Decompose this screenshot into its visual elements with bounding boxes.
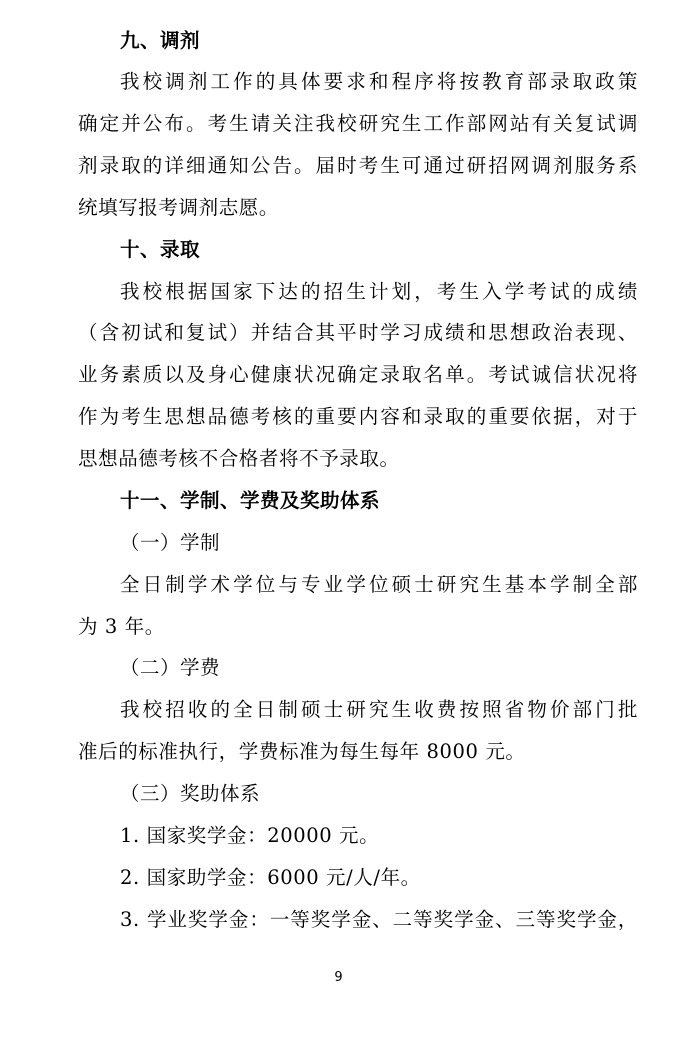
list-item: 2. 国家助学金：6000 元/人/年。 (120, 866, 421, 889)
paragraph-line: 我校根据国家下达的招生计划，考生入学考试的成绩 (120, 280, 638, 303)
paragraph-line: （含初试和复试）并结合其平时学习成绩和思想政治表现、 (78, 321, 638, 344)
subsection-title-tuition: （二）学费 (120, 656, 221, 679)
paragraph-line: 剂录取的详细通知公告。届时考生可通过研招网调剂服务系 (78, 154, 638, 177)
subsection-title-duration: （一）学制 (120, 531, 221, 554)
paragraph-line: 我校调剂工作的具体要求和程序将按教育部录取政策 (120, 70, 638, 93)
paragraph-line: 为 3 年。 (78, 615, 165, 638)
paragraph-line: 全日制学术学位与专业学位硕士研究生基本学制全部 (120, 573, 638, 596)
page-number: 9 (334, 970, 343, 985)
paragraph-line: 我校招收的全日制硕士研究生收费按照省物价部门批 (120, 698, 638, 721)
list-item: 3. 学业奖学金：一等奖学金、二等奖学金、三等奖学金， (120, 908, 638, 931)
section-heading-admission: 十、录取 (120, 238, 201, 261)
paragraph-line: 业务素质以及身心健康状况确定录取名单。考试诚信状况将 (78, 363, 638, 386)
paragraph-line: 准后的标准执行，学费标准为每生每年 8000 元。 (78, 740, 526, 763)
section-heading-schooling-fees-aid: 十一、学制、学费及奖助体系 (120, 489, 381, 512)
paragraph-line: 作为考生思想品德考核的重要内容和录取的重要依据，对于 (78, 405, 638, 428)
subsection-title-scholarships: （三）奖助体系 (120, 782, 261, 805)
paragraph-line: 思想品德考核不合格者将不予录取。 (78, 447, 400, 470)
list-item: 1. 国家奖学金：20000 元。 (120, 824, 380, 847)
paragraph-line: 确定并公布。考生请关注我校研究生工作部网站有关复试调 (78, 112, 638, 135)
section-heading-adjustment: 九、调剂 (120, 29, 201, 52)
paragraph-line: 统填写报考调剂志愿。 (78, 196, 280, 219)
